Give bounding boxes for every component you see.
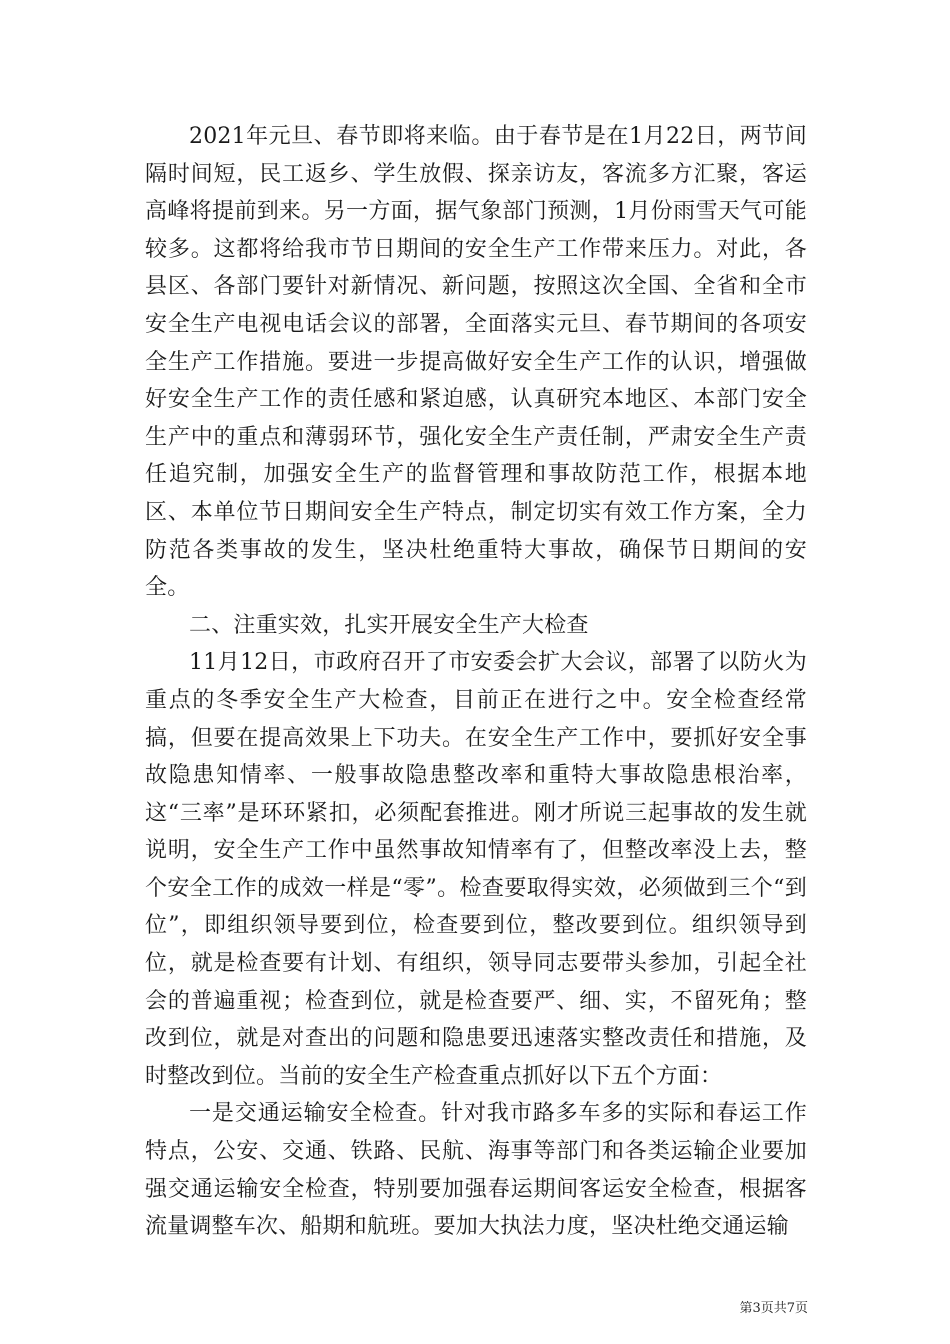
paragraph-inspection: 11月12日，市政府召开了市安委会扩大会议，部署了以防火为重点的冬季安全生产大检查，目前正在进行之中。安全检查经常搞，但要在提高效果上下功夫。在安全生产工作中，要抓好安全事故隐患知情率、一般事故隐患整改率和重特大事故隐患根治率，这“三率”是环环紧扣，必须配套推进。刚才所说三起事故的发生就说明，安全生产工作中虽然事故知情率有了，但整改率没上去，整个安全工作的成效一样是“零”。检查要取得实效，必须做到三个“到位”，即组织领导要到位，检查要到位，整改要到位。组织领导到位，就是检查要有计划、有组织，领导同志要带头参加，引起全社会的普遍重视；检查到位，就是检查要严、细、实，不留死角；整改到位，就是对查出的问题和隐患要迅速落实整改责任和措施，及时整改到位。当前的安全生产检查重点抓好以下五个方面： xyxy=(145,650,807,1089)
body-text xyxy=(145,118,807,1246)
section-heading-inspection: 二、注重实效，扎实开展安全生产大检查 xyxy=(189,612,589,638)
paragraph-holiday-safety: 2021年元旦、春节即将来临。由于春节是在1月22日，两节间隔时间短，民工返乡、学生放假、探亲访友，客流多方汇聚，客运高峰将提前到来。另一方面，据气象部门预测，1月份雨雪天气可能较多。这都将给我市节日期间的安全生产工作带来压力。对此，各县区、各部门要针对新情况、新问题，按照这次全国、全省和全市安全生产电视电话会议的部署，全面落实元旦、春节期间的各项安全生产工作措施。要进一步提高做好安全生产工作的认识，增强做好安全生产工作的责任感和紧迫感，认真研究本地区、本部门安全生产中的重点和薄弱环节，强化安全生产责任制，严肃安全生产责任追究制，加强安全生产的监督管理和事故防范工作，根据本地区、本单位节日期间安全生产特点，制定切实有效工作方案，全力防范各类事故的发生，坚决杜绝重特大事故，确保节日期间的安全。 xyxy=(145,124,807,601)
paragraph-traffic-inspection: 一是交通运输安全检查。针对我市路多车多的实际和春运工作特点，公安、交通、铁路、民航、海事等部门和各类运输企业要加强交通运输安全检查，特别要加强春运期间客运安全检查，根据客流量调整车次、船期和航班。要加大执法力度，坚决杜绝交通运输 xyxy=(145,1101,807,1240)
page-number: 第3页共7页 xyxy=(739,1301,808,1316)
